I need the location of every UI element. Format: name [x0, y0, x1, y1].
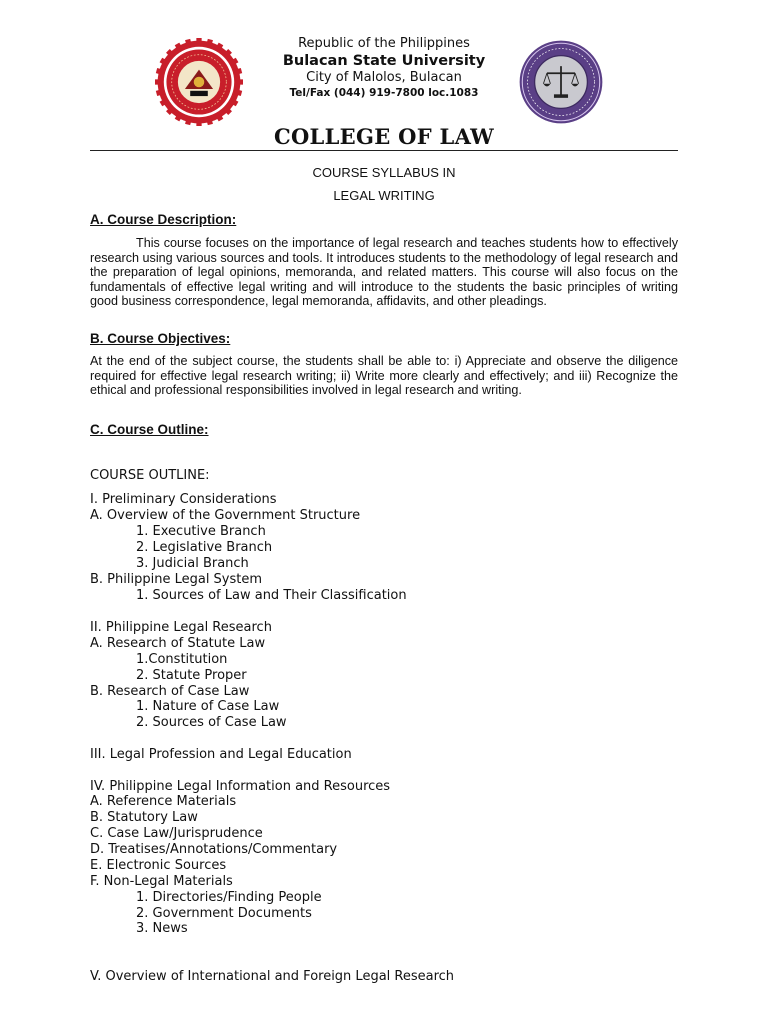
outline-item: A. Overview of the Government Structure [90, 508, 361, 523]
outline-item: IV. Philippine Legal Information and Resources [90, 779, 391, 794]
outline-title: COURSE OUTLINE: [90, 468, 210, 483]
course-objectives-text: At the end of the subject course, the students shall be able to: i) Appreciate and observe the diligence required for effective legal research writing; ii) Write more clearly and effectively; and iii) Recognize the ethical and professional responsibilities involved in legal research and writing. [90, 354, 678, 398]
outline-item: 1. Executive Branch [136, 524, 266, 539]
course-objectives-heading: B. Course Objectives: [90, 331, 231, 346]
college-of-law-seal-icon [517, 38, 605, 126]
college-title: COLLEGE OF LAW [273, 124, 495, 149]
bulacan-state-university-seal-icon [155, 38, 243, 126]
outline-item: C. Case Law/Jurisprudence [90, 826, 263, 841]
outline-item: B. Research of Case Law [90, 684, 250, 699]
outline-item: A. Reference Materials [90, 794, 237, 809]
header-divider [90, 150, 678, 151]
outline-item: III. Legal Profession and Legal Education [90, 747, 352, 762]
university-name: Bulacan State University [282, 53, 486, 69]
tel-fax-line: Tel/Fax (044) 919-7800 loc.1083 [289, 87, 479, 99]
outline-item: 3. News [136, 921, 188, 936]
outline-item: 1. Directories/Finding People [136, 890, 322, 905]
outline-item: II. Philippine Legal Research [90, 620, 272, 635]
course-description-text: This course focuses on the importance of legal research and teaches students how to effectively research using various sources and tools. It introduces students to the methodology of legal research and the preparation of legal opinions, memoranda, and related matters. This course will also focus on the fundamentals of effective legal writing and will introduce to the students the basic principles of writing good business correspondence, legal memoranda, affidavits, and other pleadings. [90, 236, 678, 309]
outline-item: 1. Sources of Law and Their Classification [136, 588, 407, 603]
outline-item: A. Research of Statute Law [90, 636, 266, 651]
outline-item: 2. Statute Proper [136, 668, 247, 683]
outline-item: I. Preliminary Considerations [90, 492, 277, 507]
outline-item: 1.Constitution [136, 652, 228, 667]
course-outline-heading: C. Course Outline: [90, 422, 209, 437]
outline-item: V. Overview of International and Foreign Legal Research [90, 969, 455, 984]
syllabus-title-line1: COURSE SYLLABUS IN [312, 165, 456, 180]
outline-item: 3. Judicial Branch [136, 556, 249, 571]
outline-item: 2. Legislative Branch [136, 540, 273, 555]
outline-item: 1. Nature of Case Law [136, 699, 280, 714]
city-line: City of Malolos, Bulacan [306, 70, 462, 85]
outline-item: F. Non-Legal Materials [90, 874, 233, 889]
letterhead [250, 36, 518, 100]
outline-item: B. Statutory Law [90, 810, 198, 825]
republic-line: Republic of the Philippines [298, 36, 470, 51]
outline-item: E. Electronic Sources [90, 858, 227, 873]
outline-item: 2. Government Documents [136, 906, 312, 921]
outline-item: B. Philippine Legal System [90, 572, 263, 587]
course-description-heading: A. Course Description: [90, 212, 237, 227]
outline-item: D. Treatises/Annotations/Commentary [90, 842, 338, 857]
syllabus-title-line2: LEGAL WRITING [333, 188, 435, 203]
outline-item: 2. Sources of Case Law [136, 715, 287, 730]
